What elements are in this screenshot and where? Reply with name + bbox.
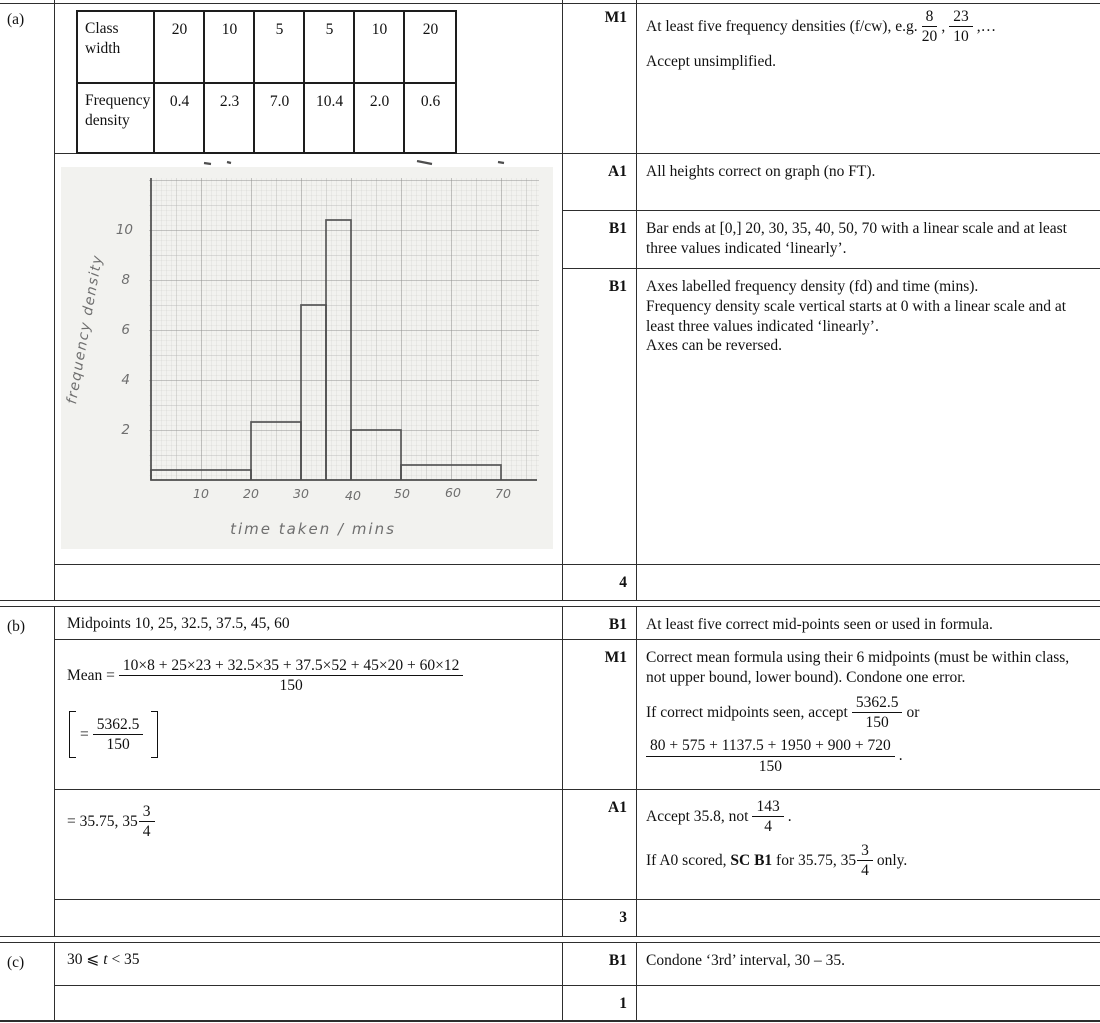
y-axis-title: frequency density [64, 253, 107, 406]
answer-c-empty-cell [55, 986, 563, 1020]
y-tick-10: 10 [115, 222, 133, 238]
answer-a-table-cell [55, 0, 563, 154]
part-c-label [0, 943, 55, 1020]
graph-grid [149, 178, 539, 480]
section-c [0, 943, 1100, 1020]
guidance-text: If correct midpoints seen, accept [646, 703, 848, 721]
class-width-value: 10 [355, 12, 405, 84]
table-header-frequency-density: Frequency density [78, 84, 155, 152]
section-b [0, 607, 1100, 936]
mark-code [563, 943, 637, 986]
part-label-text: (c) [7, 954, 25, 971]
guidance-text: Axes can be reversed. [646, 337, 782, 355]
guidance-text: At least five correct mid-points seen or used in formula. [646, 616, 993, 633]
total-marks-b [563, 900, 637, 936]
guidance-empty [637, 986, 1100, 1020]
guidance-a-b1-axes [637, 269, 1100, 565]
class-width-value: 5 [255, 12, 305, 84]
x-tick-60: 60 [445, 485, 461, 500]
x-axis-title: time taken / mins [230, 520, 396, 538]
class-width-value: 20 [155, 12, 205, 84]
answer-b-mean [55, 640, 563, 790]
fraction: $\frac{5362.5}{150}$ [852, 694, 903, 732]
mark-code [563, 211, 637, 269]
frequency-density-value: 7.0 [255, 84, 305, 152]
guidance-text: If A0 scored, [646, 851, 727, 869]
answer-text: = 35.75, 35 [67, 812, 138, 830]
y-tick-6: 6 [121, 322, 130, 338]
class-width-value: 5 [305, 12, 355, 84]
answer-text: Midpoints 10, 25, 32.5, 37.5, 45, 60 [67, 615, 290, 632]
table-header-class-width: Class width [78, 12, 155, 84]
total-marks-a [563, 565, 637, 600]
class-width-value: 10 [205, 12, 255, 84]
answer-c-interval [55, 943, 563, 986]
total-marks-c [563, 986, 637, 1020]
fraction: $\frac{3}{4}$ [139, 803, 155, 841]
mark-code-text: A1 [608, 163, 627, 180]
answer-b-result [55, 790, 563, 900]
mean-label: Mean = [67, 666, 115, 684]
mark-code-text: B1 [608, 220, 627, 237]
histogram-svg [61, 160, 553, 554]
frequency-density-value: 0.4 [155, 84, 205, 152]
guidance-text: At least five frequency densities (f/cw), e.g. [646, 17, 918, 35]
mark-code [563, 0, 637, 154]
mark-code-text: B1 [608, 952, 627, 969]
guidance-b-b1 [637, 607, 1100, 640]
x-tick-30: 30 [293, 486, 309, 501]
special-case-label: SC B1 [730, 851, 773, 869]
variable-t: t [103, 951, 108, 968]
table-top-border [0, 3, 1100, 4]
guidance-text: Axes labelled frequency density (fd) and time (mins). [646, 278, 979, 295]
part-a-label [0, 0, 55, 600]
guidance-text: Accept 35.8, not [646, 807, 749, 825]
part-label-text: (a) [7, 11, 25, 28]
mark-code [563, 607, 637, 640]
mark-code [563, 790, 637, 900]
frequency-density-value: 0.6 [420, 93, 441, 110]
section-separator [0, 936, 1100, 943]
answer-a-empty-cell [55, 565, 563, 600]
x-tick-40: 40 [345, 488, 361, 503]
mean-fraction: $\frac{10\times 8 + 25\times 23 + 32.5\times 35 + 37.5\times 52 + 45\times 20 + 60\times 12}{150}$ [119, 657, 463, 695]
mark-code-text: M1 [604, 649, 627, 666]
mark-code-text: A1 [608, 799, 627, 816]
class-width-table [76, 10, 457, 154]
mark-code-text: M1 [604, 9, 627, 26]
x-tick-50: 50 [394, 486, 410, 501]
guidance-c-b1 [637, 943, 1100, 986]
mark-code [563, 154, 637, 211]
guidance-a-b1-bars [637, 211, 1100, 269]
class-width-value: 20 [405, 12, 455, 84]
fraction: $\frac{8}{20}$ [921, 8, 938, 46]
answer-b-midpoints [55, 607, 563, 640]
answer-a-graph-cell [55, 154, 563, 565]
frequency-density-value: 10.4 [305, 84, 355, 152]
y-tick-4: 4 [121, 372, 130, 388]
mark-code-text: B1 [608, 278, 627, 295]
mark-code-text: B1 [608, 616, 627, 633]
mark-code [563, 269, 637, 565]
guidance-a-m1: At least five frequency densities (f/cw), e.g. $\frac{8}{20}$ , $\frac{23}{10}$ ,… Accept unsimplified. [637, 0, 1100, 154]
x-tick-10: 10 [193, 486, 209, 501]
frequency-density-value: 2.3 [205, 84, 255, 152]
x-tick-20: 20 [243, 486, 259, 501]
histogram-scan [61, 160, 562, 560]
guidance-text: for 35.75, 35 [776, 851, 857, 869]
guidance-b-a1: Accept 35.8, not $\frac{143}{4}$ . If A0 scored, SC B1 for 35.75, 35 $\frac{3}{4}$ only. [637, 790, 1100, 900]
guidance-a-a1 [637, 154, 1100, 211]
guidance-empty [637, 565, 1100, 600]
guidance-empty [637, 900, 1100, 936]
part-b-label [0, 607, 55, 936]
fraction: $\frac{80 + 575 + 1137.5 + 1950 + 900 + 720}{150}$ [646, 737, 895, 775]
guidance-text: All heights correct on graph (no FT). [646, 163, 876, 180]
answer-text: 30 ⩽ [67, 951, 104, 968]
total-marks-text: 3 [619, 909, 627, 926]
y-tick-2: 2 [121, 422, 130, 438]
guidance-text: Bar ends at [0,] 20, 30, 35, 40, 50, 70 with a linear scale and at least three values indicated ‘linearly’. [646, 220, 1067, 257]
guidance-b-m1: Correct mean formula using their 6 midpoints (must be within class, not upper bound, lower bound). Condone one error. If correct midpoints seen, accept $\frac{5362.5}{150}$ or $\frac{80 + 575 + 1137.5 + 1950 + 900 + 720}{150}$ . [637, 640, 1100, 790]
total-marks-text: 1 [619, 995, 627, 1012]
mark-code [563, 640, 637, 790]
fraction: $\frac{143}{4}$ [752, 798, 783, 836]
fraction: $\frac{3}{4}$ [857, 842, 873, 880]
fraction: $\frac{5362.5}{150}$ [93, 716, 144, 754]
pencil-artifact-marks [204, 161, 504, 164]
part-label-text: (b) [7, 618, 26, 635]
section-separator [0, 600, 1100, 607]
answer-text: < 35 [107, 951, 140, 968]
guidance-text: Correct mean formula using their 6 midpoints (must be within class, not upper bound, lower bound). Condone one error. [646, 649, 1070, 686]
y-tick-8: 8 [121, 272, 130, 288]
answer-b-empty-cell [55, 900, 563, 936]
total-marks-text: 4 [619, 574, 627, 591]
guidance-text: Accept unsimplified. [646, 52, 776, 70]
x-tick-70: 70 [495, 486, 511, 501]
guidance-text: Condone ‘3rd’ interval, 30 – 35. [646, 952, 846, 969]
right-bracket [151, 711, 158, 759]
frequency-density-value: 2.0 [355, 84, 405, 152]
guidance-text: Frequency density scale vertical starts at 0 with a linear scale and at least three values indicated ‘linearly’. [646, 297, 1067, 335]
left-bracket [69, 711, 76, 759]
bracketed-value: = $\frac{5362.5}{150}$ [69, 711, 158, 759]
fraction: $\frac{23}{10}$ [949, 8, 973, 46]
